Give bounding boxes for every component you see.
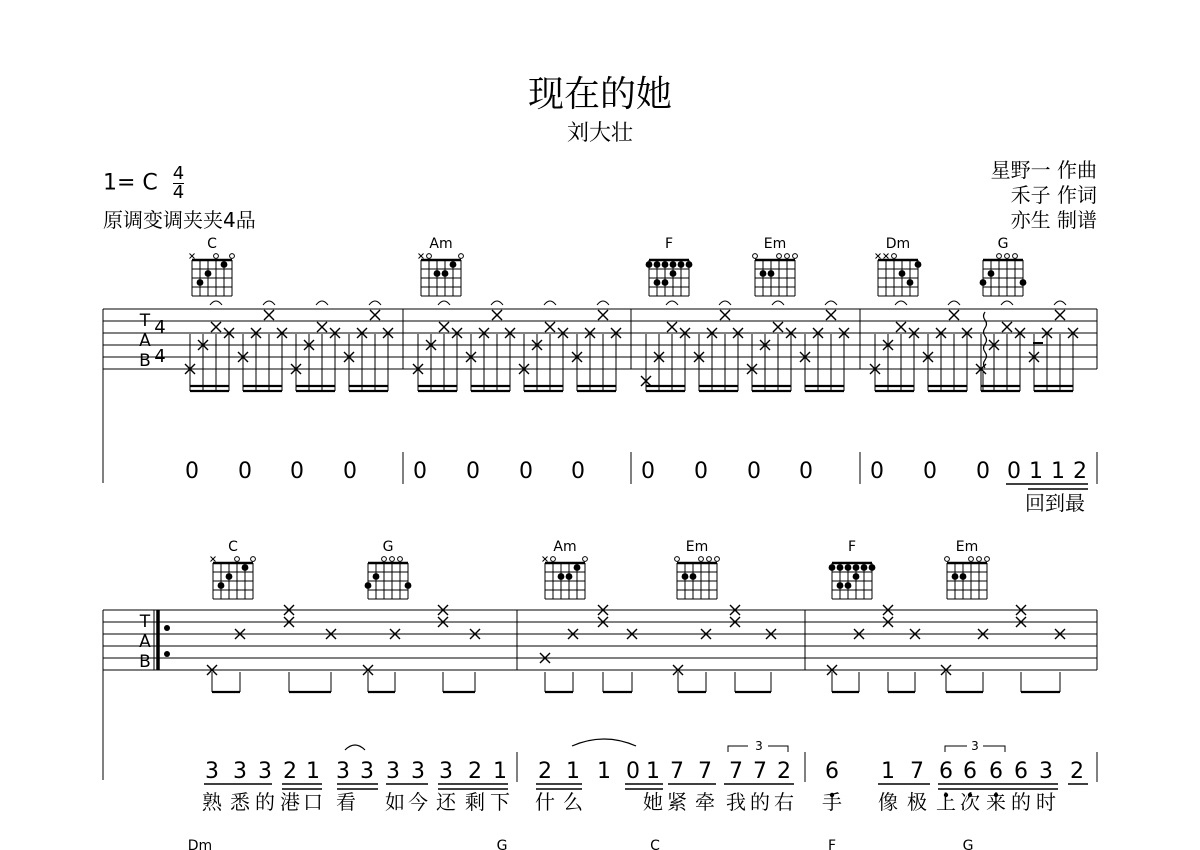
chord-diagram: [945, 557, 990, 599]
lyric-char: 悉: [230, 790, 250, 814]
lyric-char: 上: [936, 790, 956, 814]
numbered-note: 2: [1073, 459, 1087, 484]
numbered-note: 1: [1051, 459, 1065, 484]
lyric-char: 紧: [667, 790, 687, 814]
numbered-note: 3: [258, 759, 272, 784]
chord-name: G: [496, 838, 508, 850]
chord-name: G: [962, 838, 974, 850]
tab-note-mark: [264, 310, 274, 320]
lyric-char: 看: [336, 790, 356, 814]
chord-diagram: [829, 563, 876, 599]
tab-time-num: 4: [154, 317, 166, 338]
chord-name: F: [827, 838, 837, 850]
triplet-number: 3: [755, 739, 763, 753]
tab-note-mark: [896, 322, 906, 332]
tab-label-t: T: [139, 311, 151, 331]
time-num: 4: [172, 163, 185, 184]
repeat-dot: [164, 625, 170, 631]
tie-mark: [438, 301, 450, 305]
numbered-note: 0: [976, 459, 990, 484]
chord-diagram: [190, 254, 235, 297]
numbered-note: 6: [1014, 759, 1028, 784]
tie-mark: [491, 301, 503, 305]
numbered-note: 6: [825, 759, 839, 784]
tie-mark: [1001, 301, 1013, 305]
numbered-note: 0: [413, 459, 427, 484]
numbered-note: 3: [439, 759, 453, 784]
lyric-char: 来: [986, 790, 1006, 814]
tab-note-mark: [439, 322, 449, 332]
chord-diagram: [980, 254, 1027, 296]
numbered-note: 0: [290, 459, 304, 484]
numbered-note: 2: [777, 759, 791, 784]
lyric-char: 极: [907, 790, 927, 814]
tab-note-mark: [667, 322, 677, 332]
lyric-char: 时: [1036, 790, 1056, 814]
numbered-note: 3: [233, 759, 247, 784]
credit-composer: 星野一 作曲: [990, 158, 1097, 182]
lyric-char: 牵: [695, 790, 715, 814]
tab-label-b: B: [139, 351, 151, 371]
time-den: 4: [172, 182, 185, 203]
chord-diagram: [543, 557, 588, 600]
tab-label-b: B: [139, 652, 151, 672]
lyric-char: 手: [822, 790, 842, 814]
tie-mark: [316, 301, 328, 305]
numbered-note: 6: [939, 759, 953, 784]
numbered-note: 0: [1007, 459, 1021, 484]
numbered-note: 1: [493, 759, 507, 784]
annotation-text: 回到最: [1025, 491, 1085, 515]
numbered-note: 0: [571, 459, 585, 484]
numbered-note: 7: [698, 759, 712, 784]
triplet-number: 3: [971, 739, 979, 753]
lyric-char: 我: [726, 790, 746, 814]
numbered-note: 3: [411, 759, 425, 784]
numbered-note: 0: [747, 459, 761, 484]
chord-name: Em: [763, 236, 787, 252]
lyric-char: 还: [436, 790, 456, 814]
chord-diagram: [675, 557, 720, 599]
triplet-bracket: [728, 746, 748, 752]
lyric-char: 么: [563, 790, 583, 814]
tab-note-mark: [370, 310, 380, 320]
numbered-note: 1: [881, 759, 895, 784]
arpeggio-mark: [984, 312, 987, 368]
tie-mark: [772, 301, 784, 305]
chord-name: Dm: [187, 838, 213, 850]
chord-name: C: [207, 236, 217, 252]
chord-diagram: [646, 260, 693, 296]
chord-name: G: [382, 539, 394, 555]
triplet-bracket: [768, 746, 788, 752]
key-text: 1= C: [103, 170, 158, 196]
chord-diagram: [876, 254, 922, 297]
tab-note-mark: [598, 310, 608, 320]
tie-mark: [572, 739, 636, 746]
lyric-char: 像: [878, 790, 898, 814]
tie-mark: [345, 745, 365, 750]
tie-mark: [210, 301, 222, 305]
tab-label-a: A: [139, 331, 151, 351]
chord-name: Dm: [885, 236, 911, 252]
numbered-note: 0: [519, 459, 533, 484]
numbered-note: 1: [566, 759, 580, 784]
tie-mark: [263, 301, 275, 305]
chord-diagram: [753, 254, 798, 296]
chord-name: Am: [429, 236, 453, 252]
tab-note-mark: [1002, 322, 1012, 332]
numbered-note: 7: [729, 759, 743, 784]
lyric-char: 剩: [465, 790, 485, 814]
numbered-note: 1: [646, 759, 660, 784]
numbered-note: 2: [1070, 759, 1084, 784]
lyric-char: 熟: [202, 790, 222, 814]
numbered-note: 2: [538, 759, 552, 784]
chord-name: Em: [685, 539, 709, 555]
chord-name: Am: [553, 539, 577, 555]
capo-note: 原调变调夹夹4品: [103, 208, 256, 232]
tie-mark: [895, 301, 907, 305]
numbered-note: 3: [336, 759, 350, 784]
chord-diagram: [365, 557, 412, 599]
numbered-note: 0: [238, 459, 252, 484]
tab-time-den: 4: [154, 346, 166, 367]
numbered-note: 0: [343, 459, 357, 484]
numbered-note: 7: [753, 759, 767, 784]
tab-note-mark: [545, 322, 555, 332]
credit-lyricist: 禾子 作词: [1010, 183, 1097, 207]
tie-mark: [719, 301, 731, 305]
numbered-note: 7: [670, 759, 684, 784]
lyric-char: 今: [408, 790, 428, 814]
lyric-char: 什: [535, 790, 555, 814]
chord-name: F: [847, 539, 857, 555]
tie-mark: [597, 301, 609, 305]
numbered-note: 2: [283, 759, 297, 784]
chord-name: F: [664, 236, 674, 252]
tie-mark: [1054, 301, 1066, 305]
lyric-char: 次: [960, 790, 980, 814]
tie-mark: [948, 301, 960, 305]
lyric-char: 右: [774, 790, 794, 814]
chord-diagram: [211, 557, 256, 600]
lyric-char: 如: [385, 790, 405, 814]
chord-name: C: [228, 539, 238, 555]
numbered-note: 1: [1029, 459, 1043, 484]
tab-note-mark: [211, 322, 221, 332]
numbered-note: 0: [694, 459, 708, 484]
tab-note-mark: [949, 310, 959, 320]
numbered-note: 1: [597, 759, 611, 784]
numbered-note: 6: [963, 759, 977, 784]
numbered-note: 0: [799, 459, 813, 484]
tab-note-mark: [720, 310, 730, 320]
tab-note-mark: [492, 310, 502, 320]
credit-arranger: 亦生 制谱: [1010, 208, 1097, 232]
chord-diagram: [419, 254, 464, 297]
chord-name: Em: [955, 539, 979, 555]
numbered-note: 0: [466, 459, 480, 484]
tab-note-mark: [1055, 310, 1065, 320]
lyric-char: 的: [1011, 790, 1031, 814]
repeat-dot: [164, 651, 170, 657]
lyric-char: 下: [490, 790, 510, 814]
numbered-note: 0: [923, 459, 937, 484]
tie-mark: [825, 301, 837, 305]
tab-label-t: T: [139, 612, 151, 632]
numbered-note: 6: [989, 759, 1003, 784]
lyric-char: 口: [303, 790, 323, 814]
numbered-note: 1: [306, 759, 320, 784]
numbered-note: 7: [910, 759, 924, 784]
tie-mark: [544, 301, 556, 305]
triplet-bracket: [983, 746, 1005, 752]
tab-label-a: A: [139, 632, 151, 652]
numbered-note: 0: [870, 459, 884, 484]
numbered-note: 3: [205, 759, 219, 784]
numbered-note: 0: [641, 459, 655, 484]
lyric-char: 的: [750, 790, 770, 814]
artist-name: 刘大壮: [566, 121, 633, 146]
lyric-char: 她: [643, 790, 663, 814]
numbered-note: 3: [1039, 759, 1053, 784]
tab-note-mark: [773, 322, 783, 332]
numbered-note: 0: [626, 759, 640, 784]
lyric-char: 的: [255, 790, 275, 814]
tie-mark: [369, 301, 381, 305]
numbered-note: 0: [185, 459, 199, 484]
chord-name: C: [650, 838, 660, 850]
numbered-note: 3: [386, 759, 400, 784]
tab-note-mark: [317, 322, 327, 332]
song-title: 现在的她: [527, 74, 672, 115]
tab-note-mark: [826, 310, 836, 320]
lyric-char: 港: [280, 790, 300, 814]
tie-mark: [666, 301, 678, 305]
chord-name: G: [997, 236, 1009, 252]
numbered-note: 3: [360, 759, 374, 784]
numbered-note: 2: [468, 759, 482, 784]
triplet-bracket: [945, 746, 967, 752]
